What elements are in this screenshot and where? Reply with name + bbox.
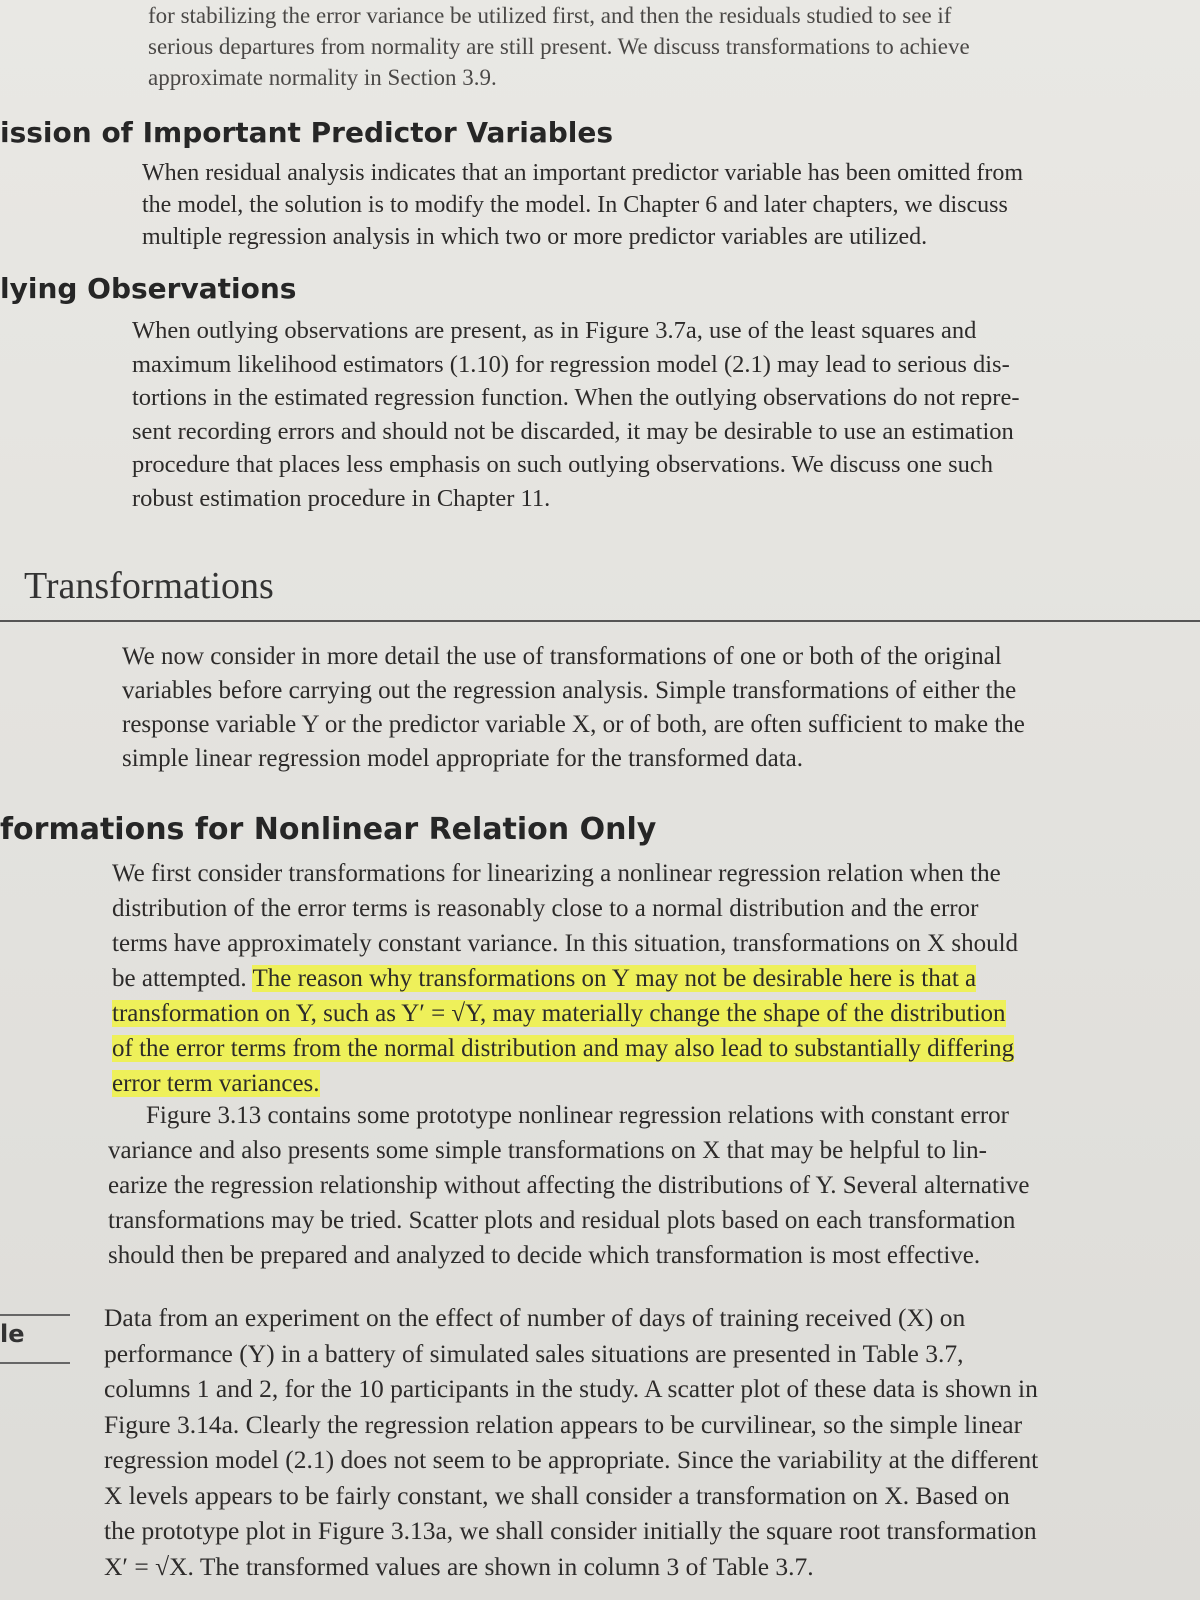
section-rule (0, 620, 1200, 622)
text-line: Data from an experiment on the effect of number of days of training received (X) on (104, 1303, 966, 1332)
margin-rule-bottom (0, 1362, 70, 1364)
text-line: performance (Y) in a battery of simulated sales situations are presented in Table 3.7, (104, 1338, 964, 1368)
text-line: columns 1 and 2, for the 10 participants in the study. A scatter plot of these data is shown in (104, 1374, 1038, 1403)
margin-rule-top (0, 1314, 70, 1316)
text-line: response variable Y or the predictor variable X, or of both, are often sufficient to make the (122, 711, 1025, 738)
text-line: X′ = √X. The transformed values are shown in column 3 of Table 3.7. (104, 1551, 814, 1581)
omission-heading: ission of Important Predictor Variables (0, 116, 614, 149)
text-line: Figure 3.14a. Clearly the regression relation appears to be curvilinear, so the simple linear (104, 1409, 1023, 1439)
outlying-paragraph (132, 314, 1162, 516)
nonlinear-paragraph (112, 856, 1172, 1101)
highlighted-text: The reason why transformations on Y may not be desirable here is that a (252, 965, 977, 992)
text-line: earize the regression relationship without affecting the distributions of Y. Several alternative (108, 1172, 1030, 1199)
text-line: procedure that places less emphasis on such outlying observations. We discuss one such (132, 451, 994, 479)
nonlinear-heading: formations for Nonlinear Relation Only (0, 812, 657, 847)
section-title: Transformations (24, 565, 274, 607)
text-line: the prototype plot in Figure 3.13a, we shall consider initially the square root transformation (104, 1516, 1037, 1545)
text-line: robust estimation procedure in Chapter 11. (132, 484, 551, 512)
intro-paragraph (148, 0, 1148, 93)
text-line: sent recording errors and should not be discarded, it may be desirable to use an estimation (132, 417, 1014, 445)
text-line: multiple regression analysis in which two or more predictor variables are utilized. (142, 224, 928, 250)
text-line: Figure 3.13 contains some prototype nonlinear regression relations with constant error (146, 1102, 1009, 1129)
outlying-heading: lying Observations (0, 272, 297, 305)
prototype-paragraph (108, 1098, 1173, 1273)
text-span: be attempted. (112, 965, 247, 992)
text-line (112, 961, 1172, 996)
text-line: distribution of the error terms is reasonably close to a normal distribution and the error (112, 895, 979, 922)
text-line (112, 1066, 1172, 1101)
text-line: When residual analysis indicates that an important predictor variable has been omitted from (142, 160, 1024, 186)
text-line: X levels appears to be fairly constant, we shall consider a transformation on X. Based on (104, 1480, 1010, 1510)
highlighted-text: error term variances. (112, 1070, 320, 1097)
example-paragraph (104, 1300, 1174, 1584)
transformations-paragraph (122, 640, 1167, 776)
text-line: variance and also presents some simple transformations on X that may be helpful to lin- (108, 1137, 987, 1164)
text-line (112, 996, 1172, 1031)
text-line: We first consider transformations for linearizing a nonlinear regression relation when the (112, 860, 1001, 887)
text-line: for stabilizing the error variance be utilized first, and then the residuals studied to see if (148, 3, 952, 28)
text-line: terms have approximately constant variance. In this situation, transformations on X should (112, 930, 1019, 957)
omission-paragraph (142, 157, 1152, 253)
text-line: regression model (2.1) does not seem to be appropriate. Since the variability at the different (104, 1445, 1039, 1474)
text-line: transformations may be tried. Scatter plots and residual plots based on each transformation (108, 1207, 1016, 1234)
text-line: should then be prepared and analyzed to decide which transformation is most effective. (108, 1242, 981, 1269)
margin-tag: le (0, 1320, 25, 1348)
text-line (112, 1031, 1172, 1066)
highlighted-text: transformation on Y, such as Y′ = √Y, may materially change the shape of the distribution (112, 1000, 1006, 1027)
text-line: When outlying observations are present, as in Figure 3.7a, use of the least squares and (132, 317, 977, 344)
text-line: variables before carrying out the regression analysis. Simple transformations of either the (122, 677, 1017, 704)
highlighted-text: of the error terms from the normal distribution and may also lead to substantially differing (112, 1035, 1015, 1062)
text-line: the model, the solution is to modify the model. In Chapter 6 and later chapters, we discuss (142, 192, 1008, 218)
text-line: simple linear regression model appropriate for the transformed data. (122, 745, 804, 772)
text-line: tortions in the estimated regression function. When the outlying observations do not repre- (132, 384, 1020, 412)
text-line: maximum likelihood estimators (1.10) for regression model (2.1) may lead to serious dis- (132, 350, 1010, 378)
text-line: We now consider in more detail the use of transformations of one or both of the original (122, 643, 1002, 670)
text-line: approximate normality in Section 3.9. (148, 65, 497, 90)
text-line: serious departures from normality are still present. We discuss transformations to achieve (148, 34, 970, 59)
